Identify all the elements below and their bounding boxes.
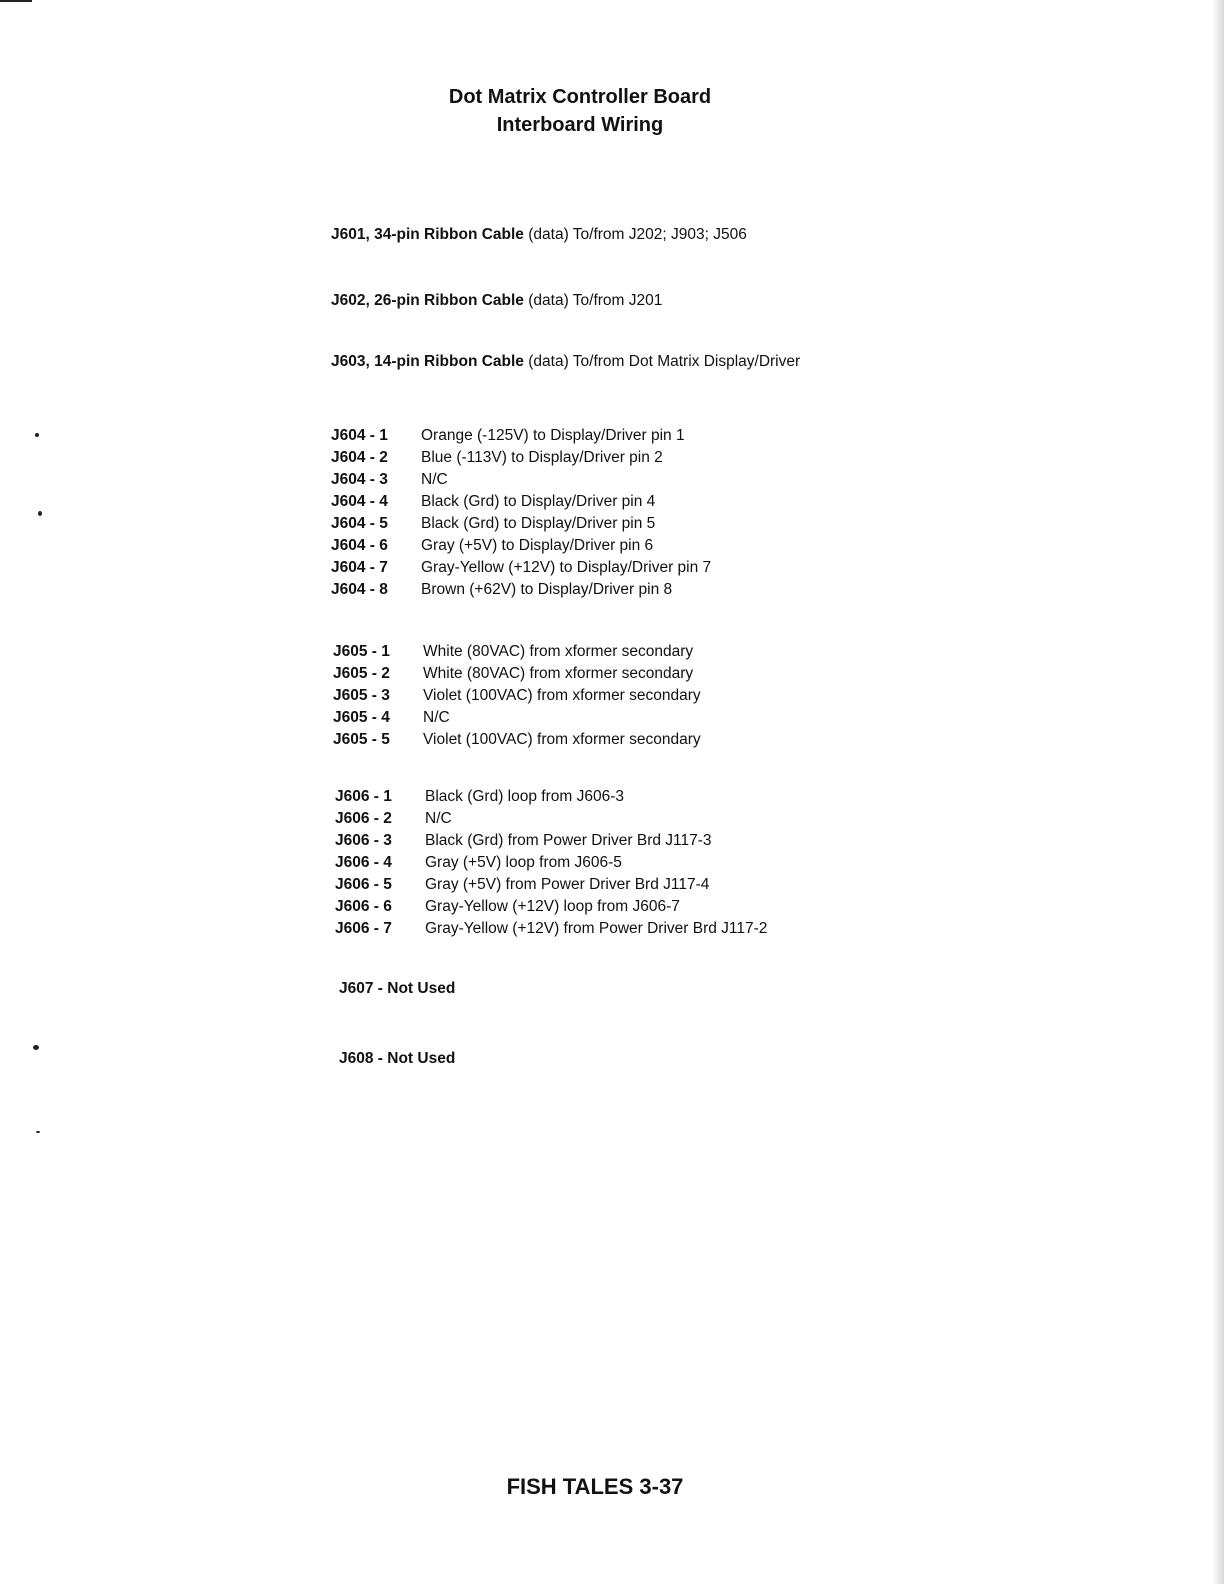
- list-item: [331, 491, 711, 513]
- page-subtitle: Interboard Wiring: [496, 114, 664, 136]
- pin-label: J605 - 1: [333, 643, 390, 660]
- cable-destination: To/from Dot Matrix Display/Driver: [572, 353, 801, 370]
- list-item: [331, 469, 711, 491]
- pin-description: N/C: [421, 471, 448, 488]
- pin-description: Gray-Yellow (+12V) loop from J606-7: [425, 898, 680, 915]
- list-item: [335, 918, 767, 940]
- pin-description: Gray-Yellow (+12V) from Power Driver Brd J117-2: [425, 920, 768, 937]
- scan-speck: [36, 1131, 40, 1133]
- cable-note: (data): [528, 292, 569, 309]
- pin-label: J604 - 5: [331, 515, 388, 532]
- page-footer: FISH TALES 3-37: [506, 1474, 684, 1499]
- list-item: [333, 685, 701, 707]
- pin-description: Black (Grd) to Display/Driver pin 4: [421, 493, 656, 510]
- pin-label: J605 - 3: [333, 687, 390, 704]
- list-item: [333, 663, 701, 685]
- cable-note: (data): [528, 353, 569, 370]
- pin-description: White (80VAC) from xformer secondary: [423, 665, 694, 682]
- pin-description: Blue (-113V) to Display/Driver pin 2: [421, 449, 663, 466]
- cable-note: (data): [528, 226, 569, 243]
- scan-edge-top: [0, 0, 32, 2]
- cable-destination: To/from J201: [572, 292, 663, 309]
- pin-label: J604 - 2: [331, 449, 388, 466]
- scan-edge-right: [1212, 0, 1224, 1584]
- pin-label: J604 - 6: [331, 537, 388, 554]
- pin-description: Black (Grd) from Power Driver Brd J117-3: [425, 832, 712, 849]
- pin-description: Gray-Yellow (+12V) to Display/Driver pin 7: [421, 559, 712, 576]
- scan-speck: [38, 511, 42, 516]
- cable-j602: [331, 292, 662, 310]
- cable-id: J603, 14-pin Ribbon Cable: [331, 353, 524, 370]
- pin-description: Brown (+62V) to Display/Driver pin 8: [421, 581, 673, 598]
- pin-label: J604 - 7: [331, 559, 388, 576]
- list-item: [335, 830, 767, 852]
- pin-label: J606 - 4: [335, 854, 392, 871]
- scan-speck: [35, 433, 39, 437]
- list-item: [333, 729, 701, 751]
- cable-j601: [331, 226, 747, 244]
- j606-pin-list: [335, 786, 767, 940]
- pin-description: Violet (100VAC) from xformer secondary: [423, 731, 701, 748]
- scan-speck: [33, 1045, 39, 1050]
- list-item: [331, 535, 711, 557]
- list-item: [335, 874, 767, 896]
- list-item: [331, 513, 711, 535]
- page-title: Dot Matrix Controller Board: [448, 86, 712, 108]
- j607-not-used: J607 - Not Used: [339, 980, 456, 997]
- pin-label: J606 - 2: [335, 810, 392, 827]
- list-item: [333, 707, 701, 729]
- pin-description: Violet (100VAC) from xformer secondary: [423, 687, 701, 704]
- pin-label: J606 - 3: [335, 832, 392, 849]
- pin-description: Gray (+5V) loop from J606-5: [425, 854, 622, 871]
- pin-description: Black (Grd) loop from J606-3: [425, 788, 624, 805]
- j604-pin-list: [331, 425, 711, 601]
- list-item: [331, 557, 711, 579]
- pin-description: Gray (+5V) from Power Driver Brd J117-4: [425, 876, 710, 893]
- pin-description: Gray (+5V) to Display/Driver pin 6: [421, 537, 654, 554]
- j605-pin-list: [333, 641, 701, 751]
- list-item: [331, 447, 711, 469]
- list-item: [333, 641, 701, 663]
- list-item: [335, 808, 767, 830]
- pin-label: J606 - 7: [335, 920, 392, 937]
- list-item: [331, 579, 711, 601]
- pin-label: J606 - 1: [335, 788, 392, 805]
- cable-destination: To/from J202; J903; J506: [572, 226, 747, 243]
- pin-label: J605 - 5: [333, 731, 390, 748]
- pin-description: Orange (-125V) to Display/Driver pin 1: [421, 427, 685, 444]
- pin-label: J604 - 8: [331, 581, 388, 598]
- pin-label: J604 - 1: [331, 427, 388, 444]
- pin-label: J605 - 2: [333, 665, 390, 682]
- pin-label: J604 - 3: [331, 471, 388, 488]
- pin-description: Black (Grd) to Display/Driver pin 5: [421, 515, 656, 532]
- pin-description: White (80VAC) from xformer secondary: [423, 643, 694, 660]
- pin-description: N/C: [425, 810, 452, 827]
- pin-label: J606 - 5: [335, 876, 392, 893]
- list-item: [335, 896, 767, 918]
- j608-not-used: J608 - Not Used: [339, 1050, 456, 1067]
- pin-label: J604 - 4: [331, 493, 388, 510]
- cable-id: J601, 34-pin Ribbon Cable: [331, 226, 524, 243]
- list-item: [331, 425, 711, 447]
- cable-j603: [331, 353, 800, 371]
- list-item: [335, 786, 767, 808]
- pin-description: N/C: [423, 709, 450, 726]
- pin-label: J606 - 6: [335, 898, 392, 915]
- cable-id: J602, 26-pin Ribbon Cable: [331, 292, 524, 309]
- pin-label: J605 - 4: [333, 709, 390, 726]
- list-item: [335, 852, 767, 874]
